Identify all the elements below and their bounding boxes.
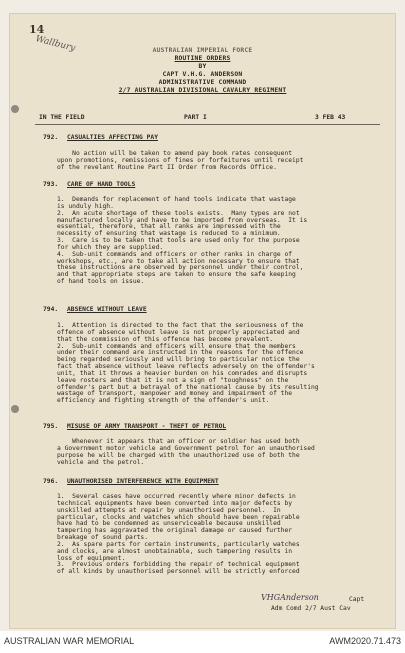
meta-divider <box>35 124 380 125</box>
section-792-title: CASUALTIES AFFECTING PAY <box>67 134 158 141</box>
section-796-body: 1. Several cases have occurred recently where minor defects in technical equipments have been converted into major defects by unskilled attempts at repair by unauthorised personnel. In particular, clocks and watches which should have been repairable have had to be condemned as unserviceable because unskilled tampering has aggravated the original damage or caused further breakage of sound parts. 2. As spare parts for certain instruments, particularly watches and clocks, are almost unobtainable, such tampering results in loss of equipment. 3. Previous orders forbidding the repair of technical equipment of all kinds by unauthorised personnel will be strictly enforced <box>57 493 300 576</box>
section-796-number: 796. <box>43 478 59 485</box>
section-795-number: 795. <box>43 423 59 430</box>
section-792-number: 792. <box>43 134 59 141</box>
punch-hole-top <box>11 105 19 113</box>
location-label: IN THE FIELD <box>39 114 85 121</box>
header-line-5: ADMINISTRATIVE COMMAND <box>158 79 247 86</box>
signature-scrawl: VHGAnderson <box>261 593 319 602</box>
header-line-4: CAPT V.H.G. ANDERSON <box>162 71 243 78</box>
handwritten-annotation: Wallbury <box>34 34 77 54</box>
section-793-number: 793. <box>43 181 59 188</box>
section-795-title: MISUSE OF ARMY TRANSPORT - THEFT OF PETROL <box>67 423 227 430</box>
section-792-body: No action will be taken to amend pay book rates consequent upon promotions, remissions of fines or forfeitures until receipt of the revelant Routine Part II Order from Records Office. <box>57 150 304 171</box>
date-label: 3 FEB 43 <box>315 114 346 121</box>
section-793-body: 1. Demands for replacement of hand tools indicate that wastage is unduly high. 2. An acute shortage of these tools exists. Many types are not manufactured locally and have to be imported from overseas. It is essential, therefore, that all ranks are impressed with the necessity of ensuring that wastage is reduced to a minimum. 3. Care is to be taken that tools are used only for the purpose for which they are supplied. 4. Sub-unit commands and officers or other ranks in charge of workshops, etc., are to take all action necessary to ensure that these instructions are observed by personnel under their control, and that appropriate steps are taken to ensure the safe keeping of hand tools on issue. <box>57 196 308 286</box>
archive-name: AUSTRALIAN WAR MEMORIAL <box>4 636 135 646</box>
header-line-2: ROUTINE ORDERS <box>174 55 231 62</box>
part-label: PART I <box>184 114 207 121</box>
punch-hole-bottom <box>11 405 19 413</box>
corner-mark: 14 <box>29 23 45 36</box>
header-line-6: 2/7 AUSTRALIAN DIVISIONAL CAVALRY REGIMENT <box>118 87 287 94</box>
header-line-1: AUSTRALIAN IMPERIAL FORCE <box>152 47 253 54</box>
header-line-3: BY <box>198 63 207 70</box>
section-794-title: ABSENCE WITHOUT LEAVE <box>67 306 147 313</box>
signature-rank: Capt <box>349 596 365 603</box>
archive-reference: AWM2020.71.473 <box>329 636 401 646</box>
archive-footer <box>0 631 405 653</box>
section-795-body: Whenever it appears that an officer or soldier has used both a Government motor vehicle and Government petrol for an unauthorised purpose he will be charged with the unauthorized use of both the vehicle and the petrol. <box>57 438 315 466</box>
section-794-number: 794. <box>43 306 59 313</box>
document-sheet <box>9 13 396 629</box>
section-793-title: CARE OF HAND TOOLS <box>67 181 136 188</box>
section-796-title: UNAUTHORISED INTERFERENCE WITH EQUIPMENT <box>67 478 219 485</box>
section-794-body: 1. Attention is directed to the fact that the seriousness of the offence of absence without leave is not properly appreciated and that the commission of this offence has become prevalent. 2. Sub-unit commands and officers will ensure that the members under their command are instructed in the reasons for the offence being regarded seriously and will bring to particular notice the fact that absence without leave reflects adversely on the offender's unit, that it throws a heavier burden on his comrades and disrupts leave rosters and that it is not a sign of "toughness" on the offender's part but a betrayal of the national cause by its resulting wastage of transport, manpower and money and impairment of the efficiency and fighting strength of the offender's unit. <box>57 322 319 405</box>
signature-title: Adm Comd 2/7 Aust Cav <box>271 605 351 612</box>
